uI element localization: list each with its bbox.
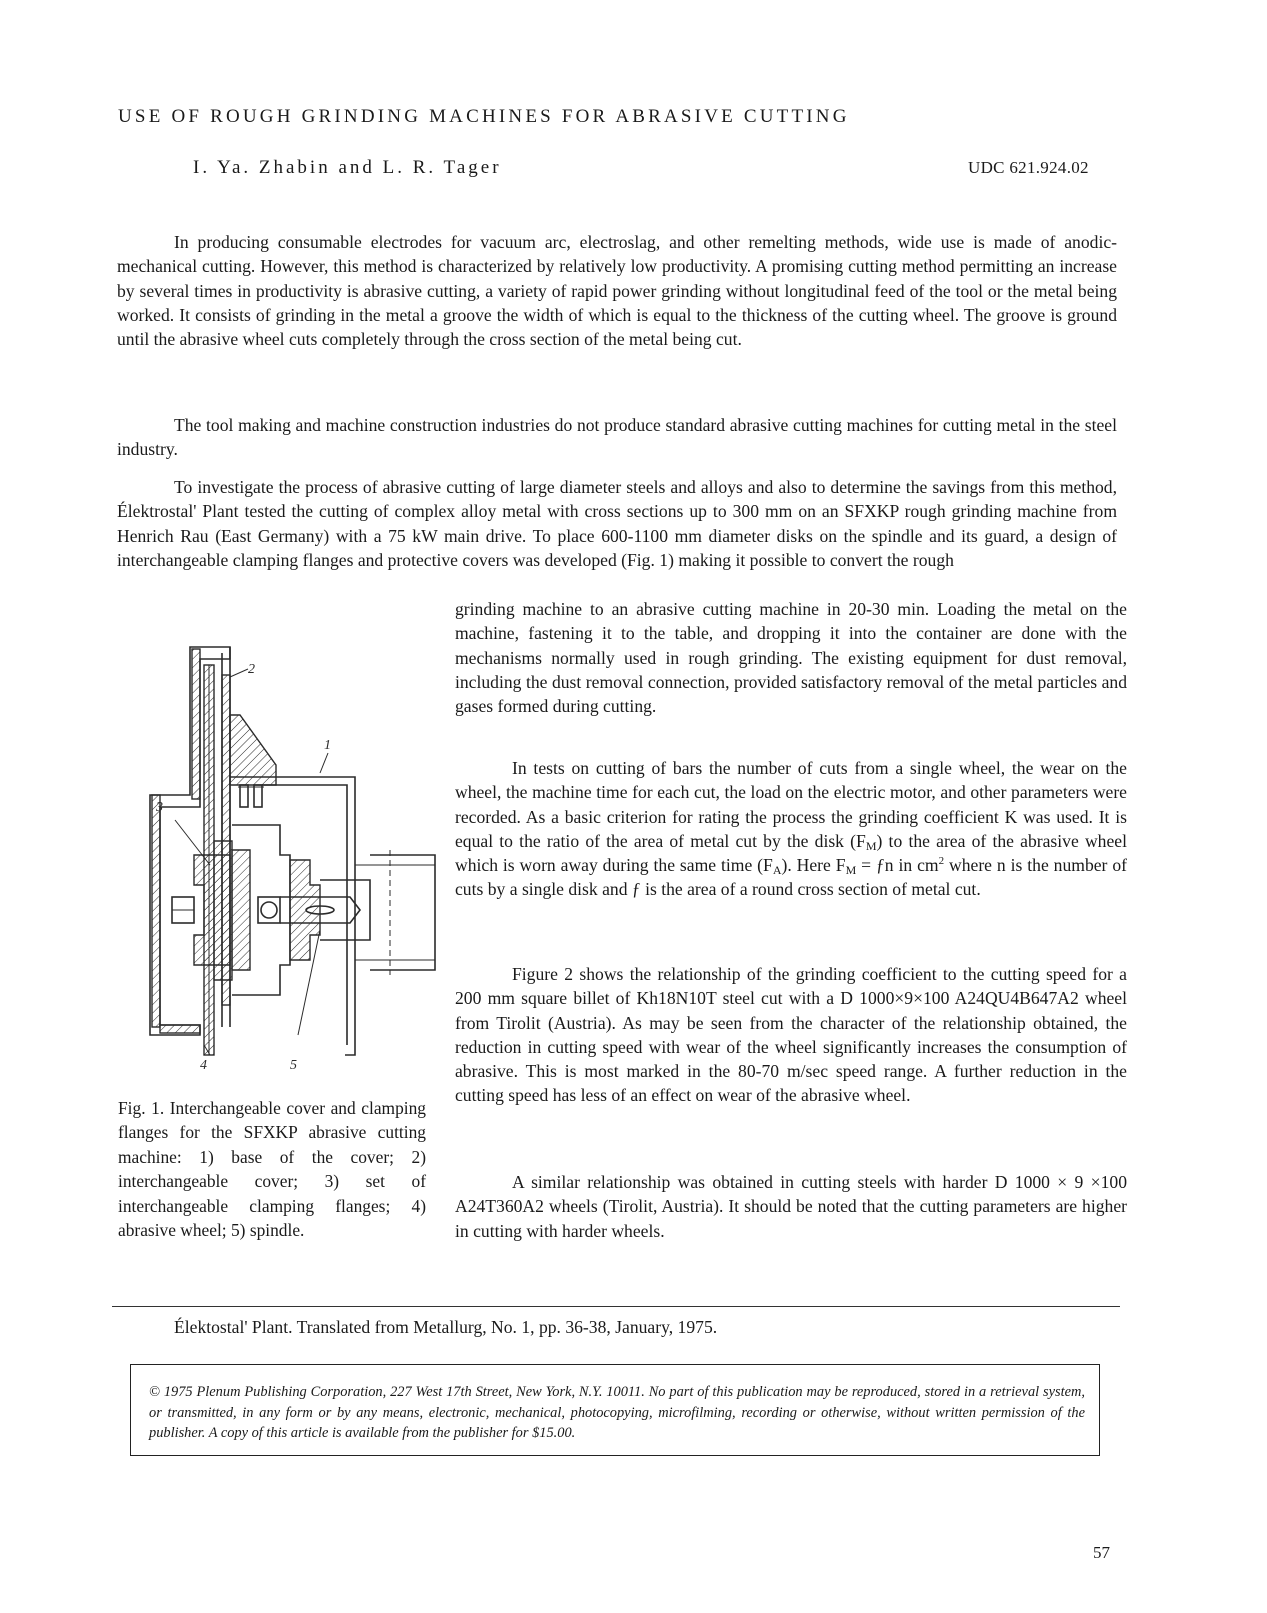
- figure-label-2: 2: [248, 662, 255, 677]
- copyright-box: [130, 1364, 1100, 1456]
- figure-1-drawing: [140, 635, 440, 1075]
- paragraph-5: Figure 2 shows the relationship of the grinding coefficient to the cutting speed for a 200 mm square billet of Kh18N10T steel cut with a D 1000×9×100 A24QU4B647A2 wheel from Tirolit (Austria). As may be seen from the character of the relationship obtained, the reduction in cutting speed with wear of the wheel significantly increases the consumption of abrasive. This is most marked in the 80-70 m/sec speed range. A further reduction in the cutting speed has less of an effect on wear of the abrasive wheel.: [455, 964, 1127, 1106]
- figure-label-4: 4: [200, 1058, 207, 1073]
- figure-1-caption: Fig. 1. Interchangeable cover and clamping flanges for the SFXKP abrasive cutting machine: 1) base of the cover; 2) interchangeable cover; 3) set of interchangeable clamping flanges; 4) abrasive wheel; 5) spindle.: [118, 1098, 426, 1241]
- figure-label-3: 3: [156, 800, 163, 815]
- page-number: 57: [1093, 1543, 1110, 1562]
- paragraph-4: In tests on cutting of bars the number of cuts from a single wheel, the wear on the wheel, the machine time for each cut, the load on the electric motor, and other parameters were recorded. As a basic criterion for rating the process the grinding coefficient K was used. It is equal to the ratio of the area of metal cut by the disk $(F_M)$ to the area of the abrasive wheel which is worn away during the same time $(F_A)$. Here $F_M$ = ƒn in $cm^2$ where n is the number of cuts by a single disk and ƒ is the area of a round cross section of metal cut.: [455, 758, 1127, 900]
- paragraph-3-continued: grinding machine to an abrasive cutting machine in 20-30 min. Loading the metal on the machine, fastening it to the table, and dropping it into the container are done with the mechanisms normally used in rough grinding. The existing equipment for dust removal, including the dust removal connection, provided satisfactory removal of the metal particles and gases formed during cutting.: [455, 599, 1127, 717]
- figure-label-5: 5: [290, 1058, 297, 1073]
- copyright-notice: © 1975 Plenum Publishing Corporation, 227 West 17th Street, New York, N.Y. 10011. No part of this publication may be reproduced, stored in a retrieval system, or transmitted, in any form or by any means, electronic, mechanical, photocopying, microfilming, recording or otherwise, without written permission of the publisher. A copy of this article is available from the publisher for $15.00.: [149, 1384, 1085, 1441]
- article-authors: I. Ya. Zhabin and L. R. Tager: [193, 157, 502, 178]
- paragraph-3: To investigate the process of abrasive cutting of large diameter steels and alloys and also to determine the savings from this method, Élektrostal' Plant tested the cutting of complex alloy metal with cross sections up to 300 mm on an SFXKP rough grinding machine from Henrich Rau (East Germany) with a 75 kW main drive. To place 600-1100 mm diameter disks on the spindle and its guard, a design of interchangeable clamping flanges and protective covers was developed (Fig. 1) making it possible to convert the rough: [117, 477, 1117, 570]
- udc-code: UDC 621.924.02: [968, 158, 1089, 177]
- article-title: USE OF ROUGH GRINDING MACHINES FOR ABRASIVE CUTTING: [118, 106, 850, 127]
- paragraph-6: A similar relationship was obtained in cutting steels with harder D 1000 × 9 ×100 A24T360A2 wheels (Tirolit, Austria). It should be noted that the cutting parameters are higher in cutting with harder wheels.: [455, 1172, 1127, 1241]
- paragraph-2: The tool making and machine construction industries do not produce standard abrasive cutting machines for cutting metal in the steel industry.: [117, 415, 1117, 460]
- source-footnote: Élektostal' Plant. Translated from Metallurg, No. 1, pp. 36-38, January, 1975.: [174, 1317, 718, 1337]
- paragraph-1: In producing consumable electrodes for vacuum arc, electroslag, and other remelting methods, wide use is made of anodic-mechanical cutting. However, this method is characterized by relatively low productivity. A promising cutting method permitting an increase by several times in productivity is abrasive cutting, a variety of rapid power grinding without longitudinal feed of the tool or the metal being worked. It consists of grinding in the metal a groove the width of which is equal to the thickness of the cutting wheel. The groove is ground until the abrasive wheel cuts completely through the cross section of the metal being cut.: [117, 232, 1117, 350]
- footnote-divider: [112, 1306, 1120, 1307]
- figure-label-1: 1: [324, 738, 331, 753]
